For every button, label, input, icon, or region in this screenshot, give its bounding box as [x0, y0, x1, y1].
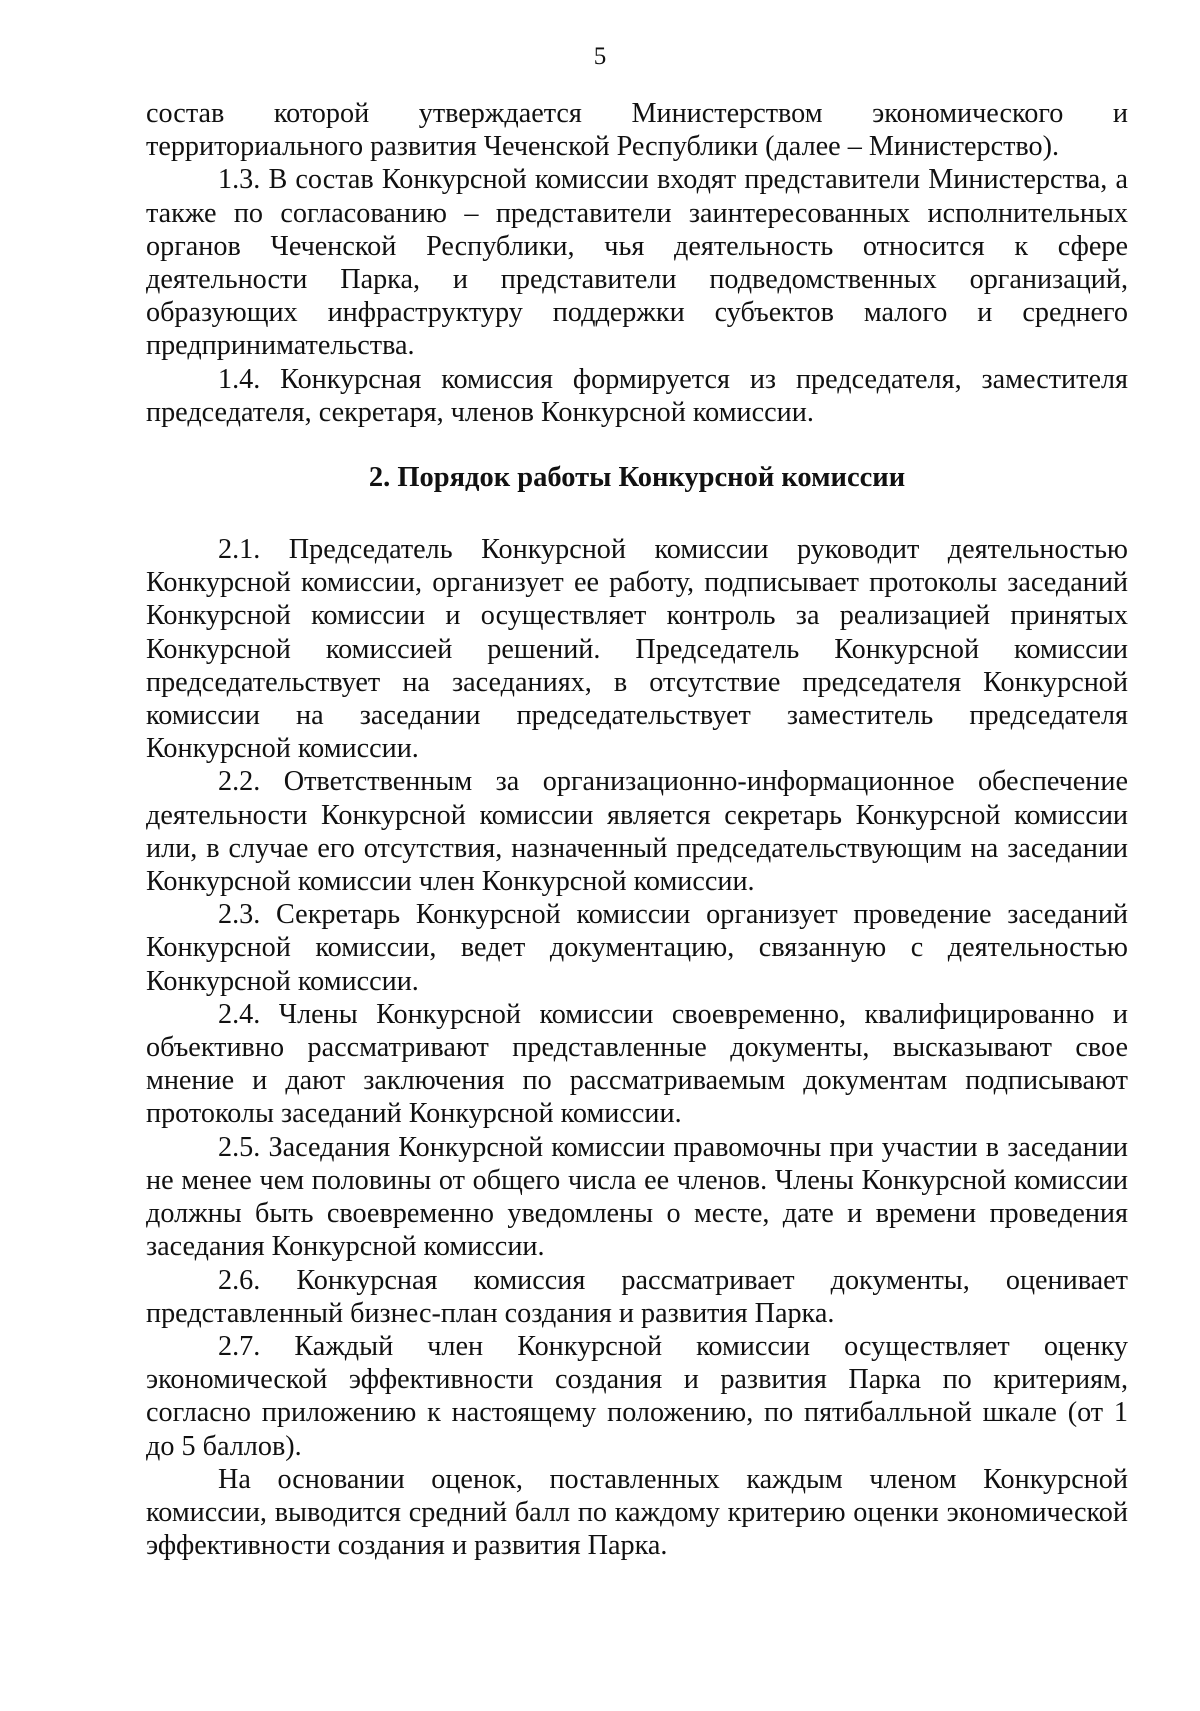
paragraph-2-5: 2.5. Заседания Конкурсной комиссии правомочны при участии в заседании не менее чем половины от общего числа ее членов. Члены Конкурсной комиссии должны быть своевременно уведомлены о месте, дате и времени проведения заседания Конкурсной комиссии. — [146, 1131, 1128, 1263]
paragraph-1-4: 1.4. Конкурсная комиссия формируется из председателя, заместителя председателя, секретаря, членов Конкурсной комиссии. — [146, 363, 1128, 428]
paragraph-2-4: 2.4. Члены Конкурсной комиссии своевременно, квалифицированно и объективно рассматривают представленные документы, высказывают свое мнение и дают заключения по рассматриваемым документам подписывают протоколы заседаний Конкурсной комиссии. — [146, 998, 1128, 1130]
paragraph-1-3: 1.3. В состав Конкурсной комиссии входят представители Министерства, а также по согласованию – представители заинтересованных исполнительных органов Чеченской Республики, чья деятельность относится к сфере деятельности Парка, и представители подведомственных организаций, образующих инфраструктуру поддержки субъектов малого и среднего предпринимательства. — [146, 164, 1128, 362]
section-2-heading: 2. Порядок работы Конкурсной комиссии — [368, 462, 906, 494]
paragraph-2-6: 2.6. Конкурсная комиссия рассматривает документы, оценивает представленный бизнес-план создания и развития Парка. — [146, 1264, 1128, 1329]
paragraph-2-2: 2.2. Ответственным за организационно-информационное обеспечение деятельности Конкурсной комиссии является секретарь Конкурсной комиссии или, в случае его отсутствия, назначенный председательствующим на заседании Конкурсной комиссии член Конкурсной комиссии. — [146, 766, 1128, 898]
paragraph-1-2-continuation: состав которой утверждается Министерством экономического и территориального развития Чеченской Республики (далее – Министерство). — [146, 98, 1128, 163]
paragraph-2-7-continuation: На основании оценок, поставленных каждым членом Конкурсной комиссии, выводится средний балл по каждому критерию оценки экономической эффективности создания и развития Парка. — [146, 1463, 1128, 1562]
page-number: 5 — [593, 43, 607, 70]
paragraph-2-1: 2.1. Председатель Конкурсной комиссии руководит деятельностью Конкурсной комиссии, организует ее работу, подписывает протоколы заседаний Конкурсной комиссии и осуществляет контроль за реализацией принятых Конкурсной комиссией решений. Председатель Конкурсной комиссии председательствует на заседаниях, в отсутствие председателя Конкурсной комиссии на заседании председательствует заместитель председателя Конкурсной комиссии. — [146, 534, 1128, 765]
paragraph-2-3: 2.3. Секретарь Конкурсной комиссии организует проведение заседаний Конкурсной комиссии, ведет документацию, связанную с деятельностью Конкурсной комиссии. — [146, 899, 1128, 997]
document-body — [146, 97, 1128, 1562]
paragraph-2-7: 2.7. Каждый член Конкурсной комиссии осуществляет оценку экономической эффективности создания и развития Парка по критериям, согласно приложению к настоящему положению, по пятибалльной шкале (от 1 до 5 баллов). — [146, 1330, 1128, 1462]
